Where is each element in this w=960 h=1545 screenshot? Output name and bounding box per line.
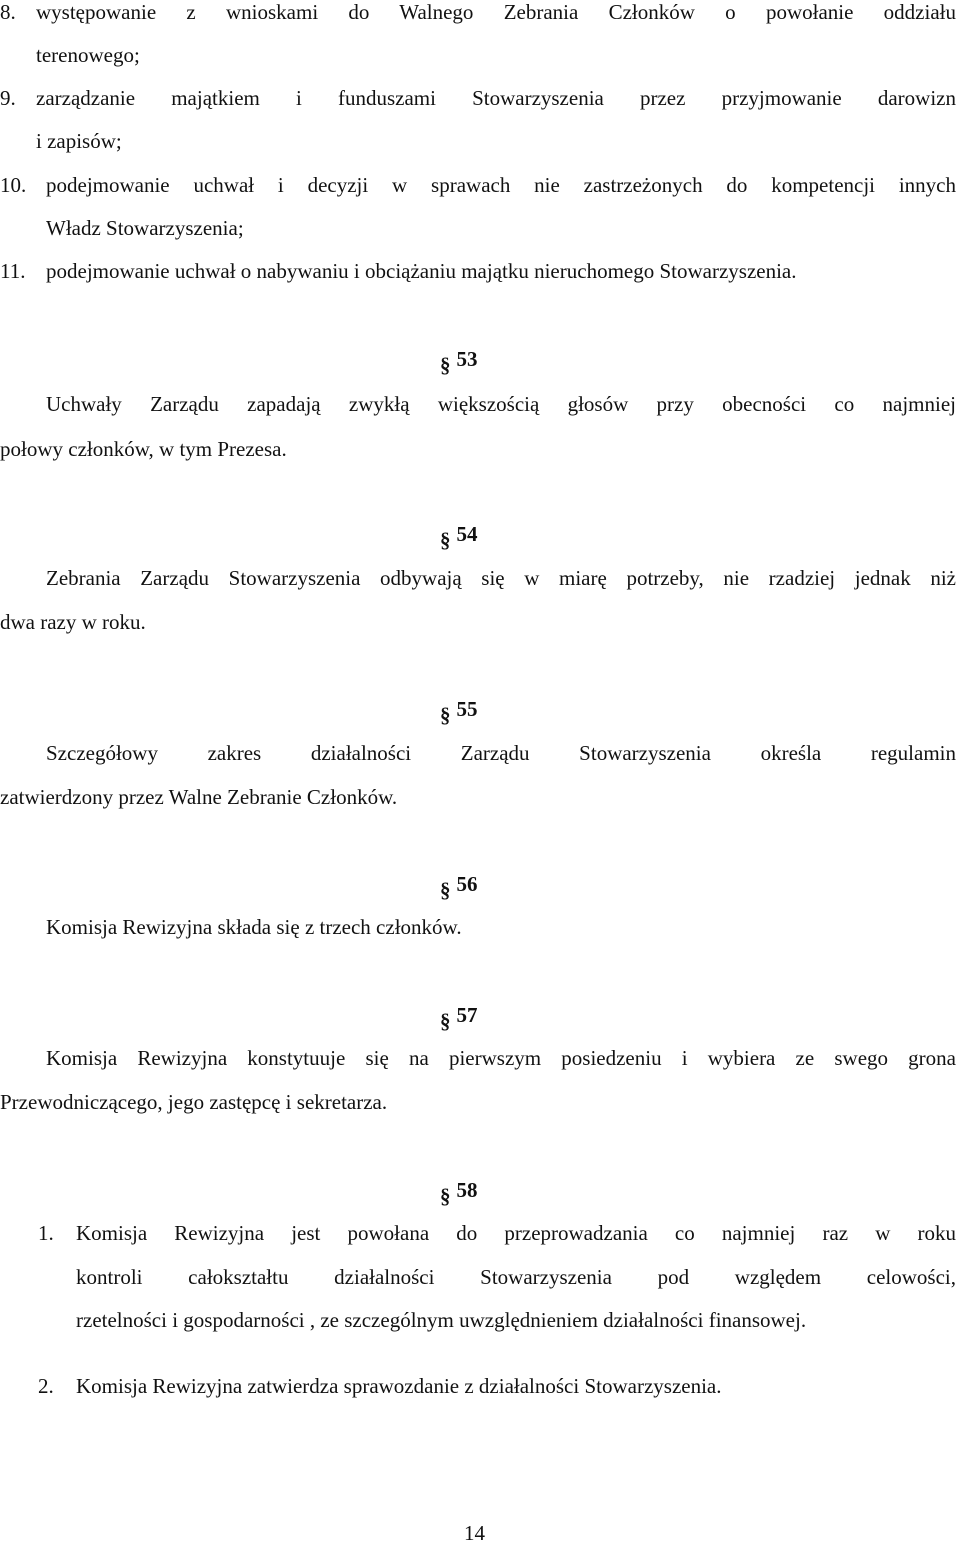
section-number: 53 bbox=[456, 347, 478, 371]
section-heading bbox=[440, 347, 520, 377]
section-sign-icon: § bbox=[440, 353, 451, 377]
list-item-text: i zapisów; bbox=[36, 129, 122, 153]
list-item-text: rzetelności i gospodarności , ze szczególnym uwzględnieniem działalności finansowej. bbox=[76, 1308, 807, 1332]
page-number: 14 bbox=[464, 1521, 485, 1545]
section-number: 54 bbox=[456, 522, 478, 546]
paragraph-text: Komisja Rewizyjna konstytuuje się na pierwszym posiedzeniu i wybiera ze swego grona bbox=[46, 1046, 956, 1070]
list-item-text: podejmowanie uchwał o nabywaniu i obciążaniu majątku nieruchomego Stowarzyszenia. bbox=[46, 259, 797, 283]
section-sign-icon: § bbox=[440, 1009, 451, 1033]
list-item-text: występowanie z wnioskami do Walnego Zebrania Członków o powołanie oddziału bbox=[36, 0, 956, 24]
list-item-text: terenowego; bbox=[36, 43, 140, 67]
list-item-text: Władz Stowarzyszenia; bbox=[46, 216, 244, 240]
list-item-number: 2. bbox=[38, 1374, 54, 1398]
section-sign-icon: § bbox=[440, 1184, 451, 1208]
list-item-text: zarządzanie majątkiem i funduszami Stowarzyszenia przez przyjmowanie darowizn bbox=[36, 86, 956, 110]
paragraph-text: Uchwały Zarządu zapadają zwykłą większością głosów przy obecności co najmniej bbox=[46, 392, 956, 416]
section-heading bbox=[440, 697, 520, 727]
section-heading bbox=[440, 872, 520, 902]
section-sign-icon: § bbox=[440, 528, 451, 552]
list-item-number: 9. bbox=[0, 86, 16, 110]
list-item-text: podejmowanie uchwał i decyzji w sprawach nie zastrzeżonych do kompetencji innych bbox=[46, 173, 956, 197]
list-item-number: 11. bbox=[0, 259, 26, 283]
paragraph-text: zatwierdzony przez Walne Zebranie Członków. bbox=[0, 785, 398, 809]
section-number: 57 bbox=[456, 1003, 478, 1027]
section-heading bbox=[440, 522, 520, 552]
paragraph-text: Zebrania Zarządu Stowarzyszenia odbywają się w miarę potrzeby, nie rzadziej jednak niż bbox=[46, 566, 956, 590]
list-item-number: 1. bbox=[38, 1221, 54, 1245]
paragraph-text: Szczegółowy zakres działalności Zarządu Stowarzyszenia określa regulamin bbox=[46, 741, 956, 765]
section-heading bbox=[440, 1178, 520, 1208]
section-number: 58 bbox=[456, 1178, 478, 1202]
paragraph-text: Przewodniczącego, jego zastępcę i sekretarza. bbox=[0, 1090, 388, 1114]
list-item-number: 10. bbox=[0, 173, 27, 197]
paragraph-text: Komisja Rewizyjna składa się z trzech członków. bbox=[46, 915, 462, 939]
section-heading bbox=[440, 1003, 520, 1033]
list-item-text: kontroli całokształtu działalności Stowarzyszenia pod względem celowości, bbox=[76, 1265, 956, 1289]
list-item-text: Komisja Rewizyjna zatwierdza sprawozdanie z działalności Stowarzyszenia. bbox=[76, 1374, 722, 1398]
section-number: 55 bbox=[456, 697, 478, 721]
section-sign-icon: § bbox=[440, 703, 451, 727]
list-item-text: Komisja Rewizyjna jest powołana do przeprowadzania co najmniej raz w roku bbox=[76, 1221, 956, 1245]
paragraph-text: połowy członków, w tym Prezesa. bbox=[0, 437, 287, 461]
list-item-number: 8. bbox=[0, 0, 16, 24]
section-sign-icon: § bbox=[440, 878, 451, 902]
paragraph-text: dwa razy w roku. bbox=[0, 610, 146, 634]
section-number: 56 bbox=[456, 872, 478, 896]
